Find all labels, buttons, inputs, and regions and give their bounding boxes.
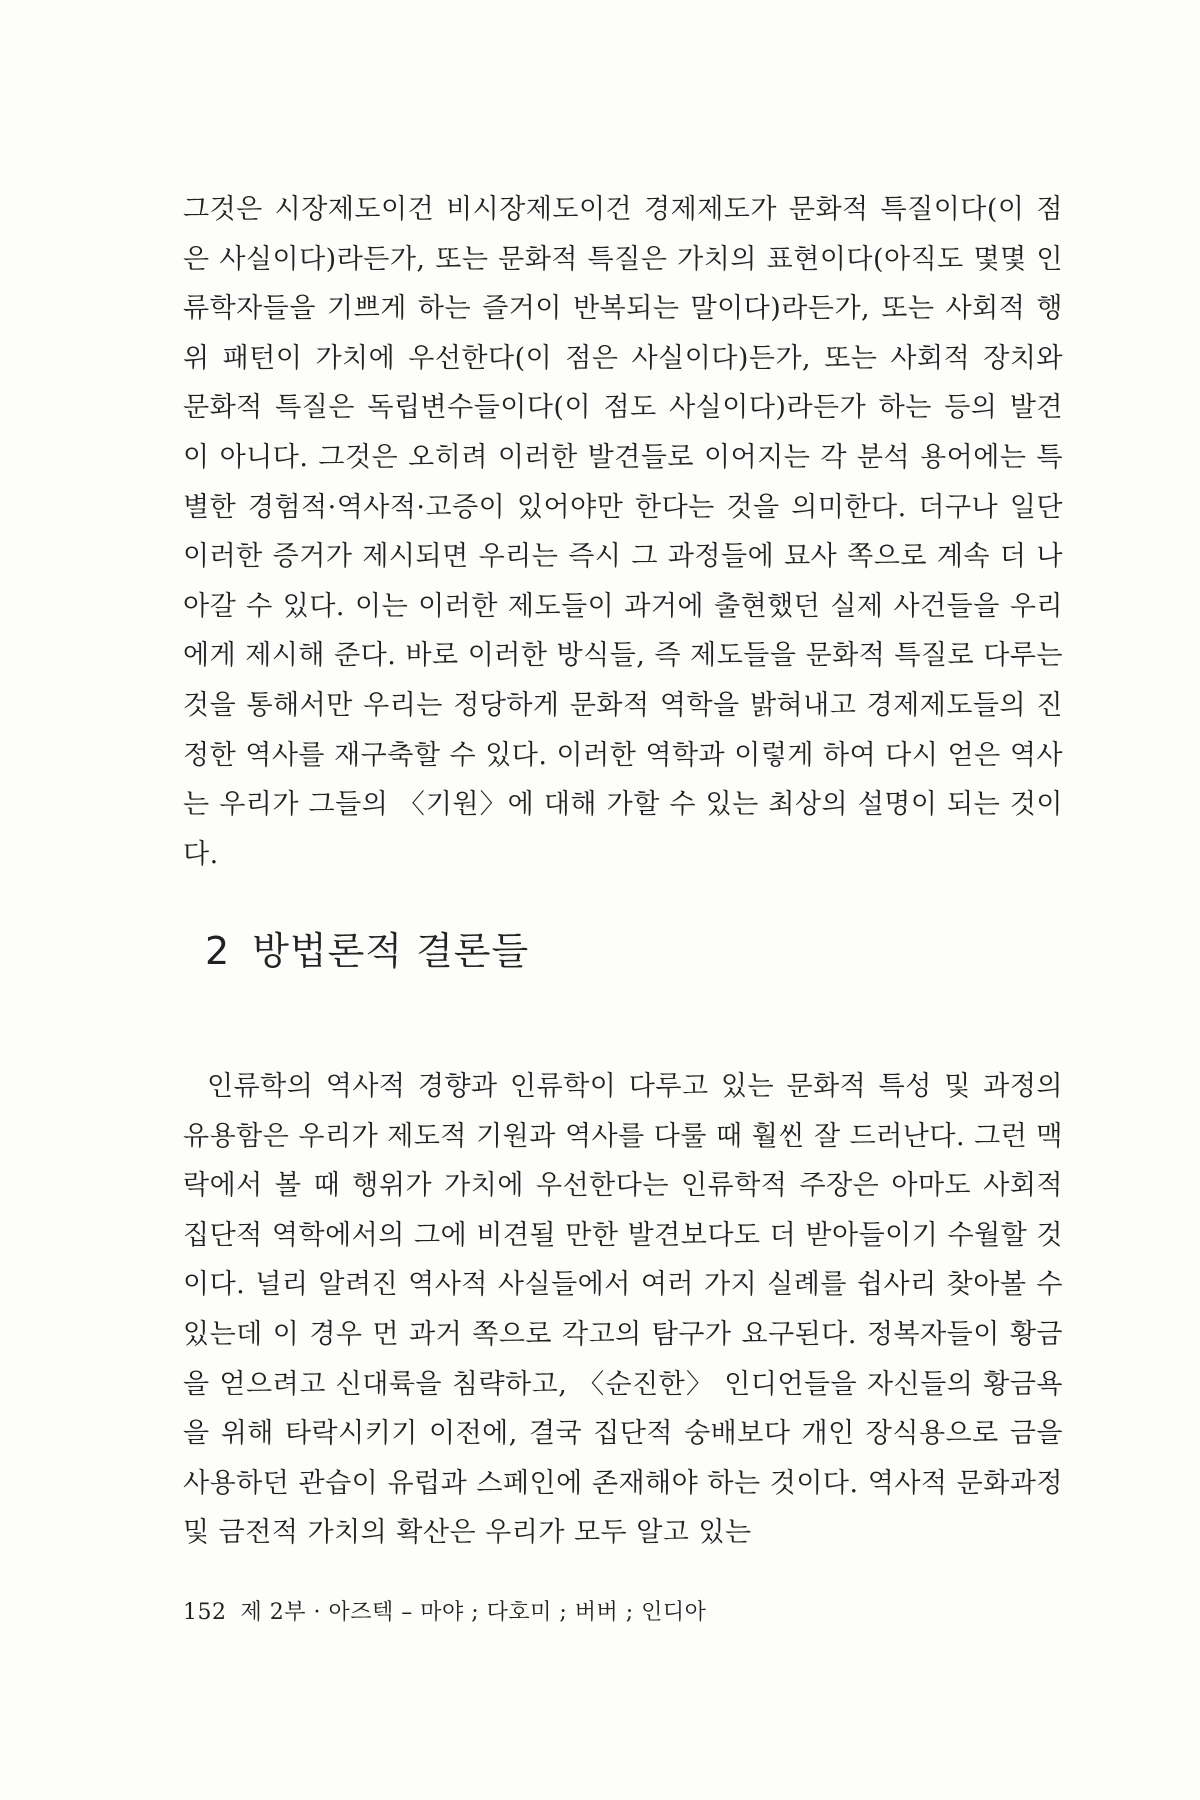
- section-number: 2: [205, 929, 231, 973]
- running-title: 제 2부 · 아즈텍 – 마야 ; 다호미 ; 버버 ; 인디아: [240, 1600, 707, 1625]
- page-number: 152: [183, 1600, 227, 1625]
- section-heading: [205, 920, 529, 975]
- page-footer: [183, 1595, 706, 1626]
- body-paragraph-1: 그것은 시장제도이건 비시장제도이건 경제제도가 문화적 특질이다(이 점은 사실이다)라든가, 또는 문화적 특질은 가치의 표현이다(아직도 몇몇 인류학자들을 기쁘게 하는 즐거이 반복되는 말이다)라든가, 또는 사회적 행위 패턴이 가치에 우선한다(이 점은 사실이다)든가, 또는 사회적 장치와 문화적 특질은 독립변수들이다(이 점도 사실이다)라든가 하는 등의 발견이 아니다. 그것은 오히려 이러한 발견들로 이어지는 각 분석 용어에는 특별한 경험적·역사적·고증이 있어야만 한다는 것을 의미한다. 더구나 일단 이러한 증거가 제시되면 우리는 즉시 그 과정들에 묘사 쪽으로 계속 더 나아갈 수 있다. 이는 이러한 제도들이 과거에 출현했던 실제 사건들을 우리에게 제시해 준다. 바로 이러한 방식들, 즉 제도들을 문화적 특질로 다루는 것을 통해서만 우리는 정당하게 문화적 역학을 밝혀내고 경제제도들의 진정한 역사를 재구축할 수 있다. 이러한 역학과 이렇게 하여 다시 얻은 역사는 우리가 그들의 〈기원〉에 대해 가할 수 있는 최상의 설명이 되는 것이다.: [183, 194, 1063, 870]
- body-paragraph-2: 인류학의 역사적 경향과 인류학이 다루고 있는 문화적 특성 및 과정의 유용함은 우리가 제도적 기원과 역사를 다룰 때 훨씬 잘 드러난다. 그런 맥락에서 볼 때 행위가 가치에 우선한다는 인류학적 주장은 아마도 사회적 집단적 역학에서의 그에 비견될 만한 발견보다도 더 받아들이기 수월할 것이다. 널리 알려진 역사적 사실들에서 여러 가지 실례를 쉽사리 찾아볼 수 있는데 이 경우 먼 과거 쪽으로 각고의 탐구가 요구된다. 정복자들이 황금을 얻으려고 신대륙을 침략하고, 〈순진한〉 인디언들을 자신들의 황금욕을 위해 타락시키기 이전에, 결국 집단적 숭배보다 개인 장식용으로 금을 사용하던 관습이 유럽과 스페인에 존재해야 하는 것이다. 역사적 문화과정 및 금전적 가치의 확산은 우리가 모두 알고 있는: [183, 1071, 1063, 1549]
- section-title: 방법론적 결론들: [252, 929, 530, 973]
